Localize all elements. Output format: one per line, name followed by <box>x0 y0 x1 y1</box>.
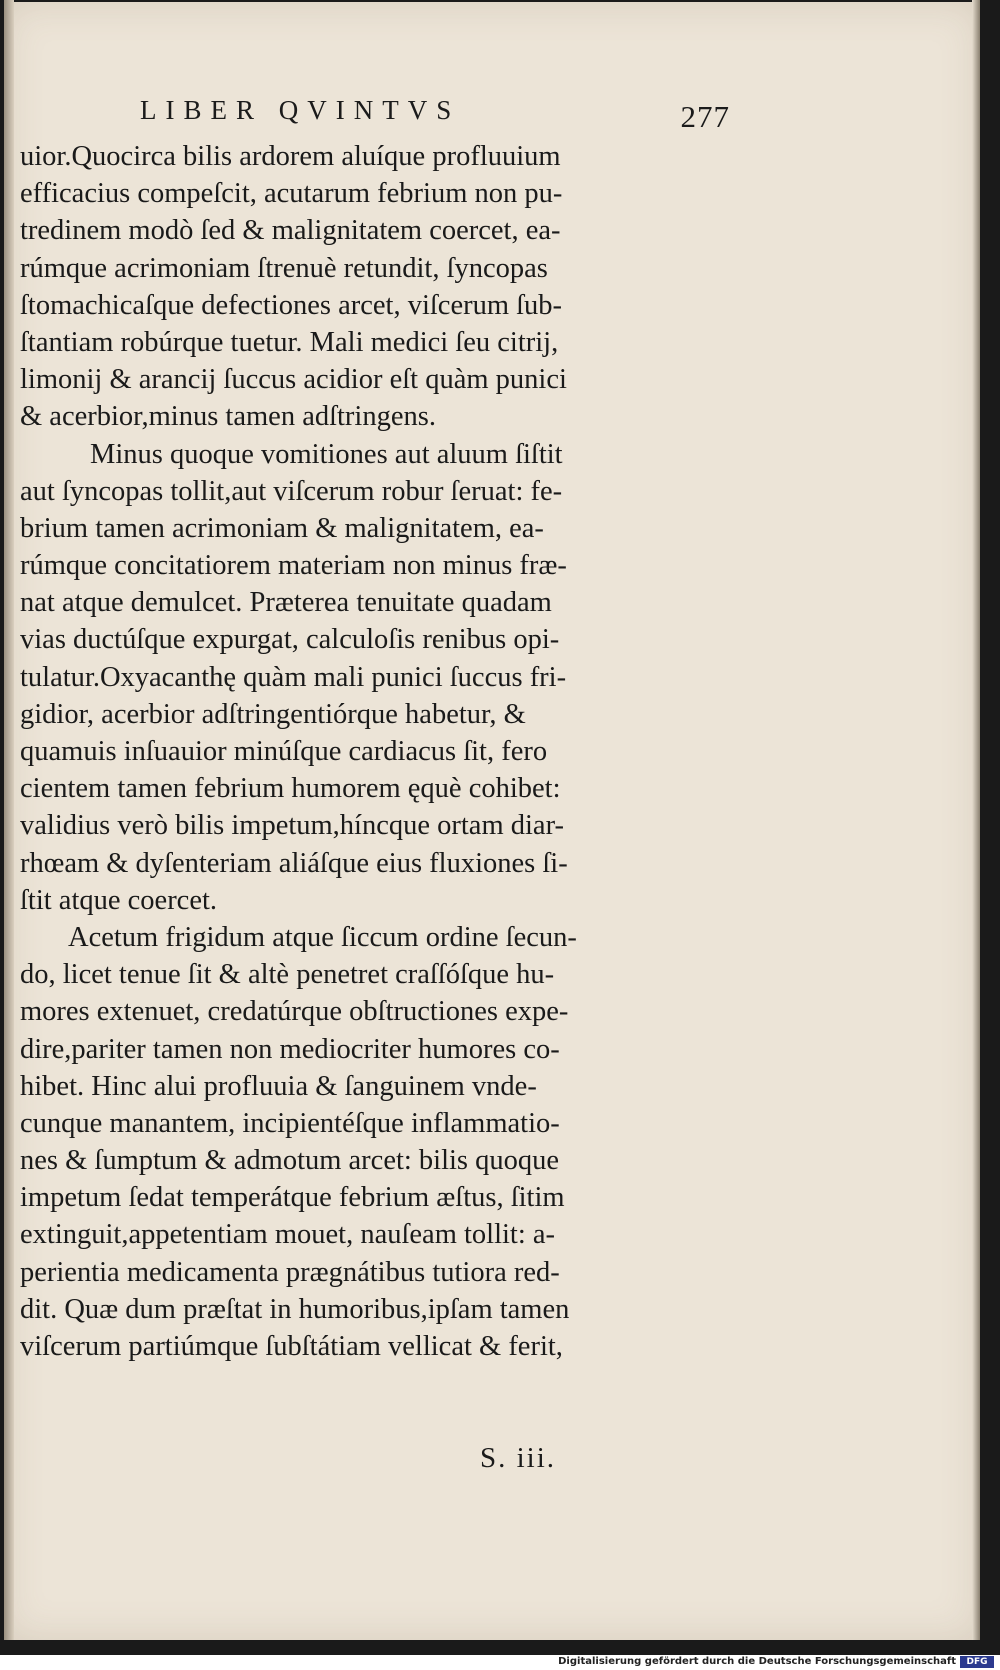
text-line: impetum ſedat temperátque febrium æſtus, ſitim <box>20 1182 565 1214</box>
text-line: rúmque acrimoniam ſtrenuè retundit, ſyncopas <box>20 252 548 284</box>
page-header <box>140 95 730 135</box>
text-line: mores extenuet, credatúrque obſtructiones expe- <box>20 996 569 1028</box>
text-line: aut ſyncopas tollit,aut viſcerum robur ſeruat: fe- <box>20 475 563 507</box>
text-line: rúmque concitatiorem materiam non minus fræ- <box>20 550 567 582</box>
running-head: LIBER QVINTVS <box>140 95 461 125</box>
text-line: efficacius compeſcit, acutarum febrium non pu- <box>20 178 563 210</box>
text-line: hibet. Hinc alui profluuia & ſanguinem vnde- <box>20 1070 537 1102</box>
text-line: vias ductúſque expurgat, calculoſis renibus opi- <box>20 624 560 656</box>
text-line: perientia medicamenta prægnátibus tutiora red- <box>20 1256 560 1288</box>
text-line: nes & ſumptum & admotum arcet: bilis quoque <box>20 1145 560 1177</box>
page-number: 277 <box>680 99 730 134</box>
text-line: dire,pariter tamen non mediocriter humores co- <box>20 1033 560 1065</box>
text-line: ſtit atque coercet. <box>20 884 218 916</box>
body-text <box>20 138 725 1365</box>
text-line: viſcerum partiúmque ſubſtátiam vellicat & ferit, <box>20 1331 563 1362</box>
signature-mark: S. iii. <box>480 1442 557 1474</box>
text-line: gidior, acerbior adſtringentiórque habetur, & <box>20 698 526 730</box>
text-line: dit. Quæ dum præſtat in humoribus,ipſam tamen <box>20 1293 570 1325</box>
text-line: extinguit,appetentiam mouet, nauſeam tollit: a- <box>20 1219 556 1251</box>
text-line: tulatur.Oxyacanthę quàm mali punici ſuccus fri- <box>20 661 567 693</box>
text-line: cunque manantem, incipientéſque inflammatio- <box>20 1107 560 1139</box>
footer-credit: Digitalisierung gefördert durch die Deutsche Forschungsgemeinschaft <box>558 1656 956 1667</box>
text-line: nat atque demulcet. Præterea tenuitate quadam <box>20 587 552 619</box>
text-line: tredinem modò ſed & malignitatem coercet, ea- <box>20 215 561 247</box>
text-line: do, licet tenue ſit & altè penetret craſſóſque hu- <box>20 959 555 991</box>
paragraph-start-line: Acetum frigidum atque ſiccum ordine ſecun- <box>68 921 577 953</box>
text-line: rhœam & dyſenteriam aliáſque eius fluxiones ſi- <box>20 847 568 879</box>
text-line: cientem tamen febrium humorem ęquè cohibet: <box>20 773 561 805</box>
dfg-logo: DFG <box>960 1656 994 1668</box>
page-gutter-shadow <box>4 0 14 1640</box>
text-line: & acerbior,minus tamen adſtringens. <box>20 401 436 433</box>
paragraph-start-line: Minus quoque vomitiones aut aluum ſiſtit <box>90 438 563 470</box>
text-line: ſtantiam robúrque tuetur. Mali medici ſeu citrij, <box>20 326 559 358</box>
text-line: quamuis inſuauior minúſque cardiacus ſit, fero <box>20 736 548 767</box>
text-line: brium tamen acrimoniam & malignitatem, ea- <box>20 512 544 544</box>
text-line: validius verò bilis impetum,híncque ortam diar- <box>20 810 564 842</box>
text-line: ſtomachicaſque defectiones arcet, viſcerum ſub- <box>20 289 563 321</box>
page-edge <box>972 0 980 1640</box>
text-line: uior.Quocirca bilis ardorem aluíque profluuium <box>20 141 561 172</box>
text-line: limonij & arancij ſuccus acidior eſt quàm punici <box>20 364 567 396</box>
